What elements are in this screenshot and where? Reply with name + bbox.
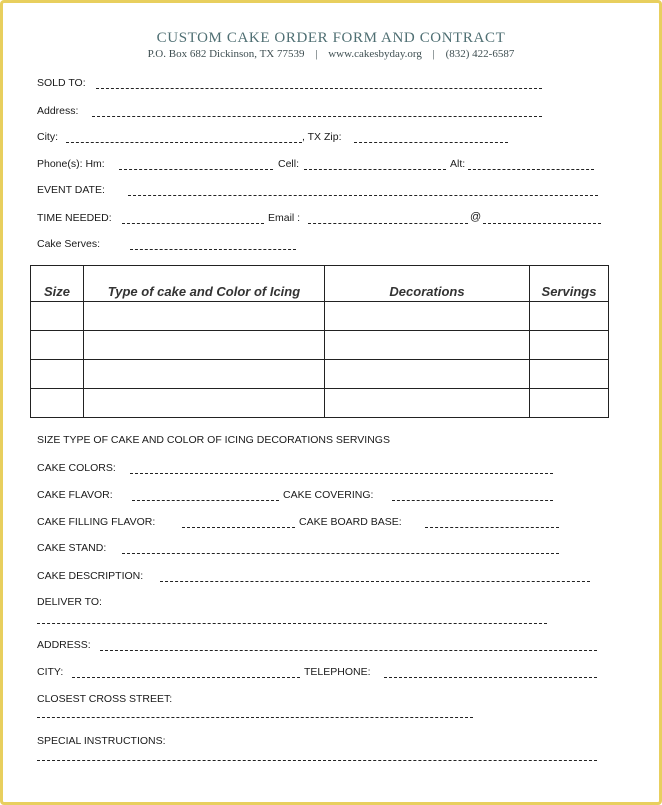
city-field[interactable]: [66, 142, 302, 143]
telephone-field[interactable]: [384, 677, 597, 678]
decorations-cell[interactable]: [325, 389, 530, 418]
table-row: [31, 302, 609, 331]
tx-zip-label: , TX Zip:: [302, 131, 342, 143]
time-needed-field[interactable]: [122, 223, 264, 224]
cake-board-base-label: CAKE BOARD BASE:: [299, 516, 402, 528]
cell-label: Cell:: [278, 158, 300, 170]
column-header-decorations: Decorations: [325, 266, 530, 302]
phone-home-field[interactable]: [119, 169, 273, 170]
cake-serves-field[interactable]: [130, 249, 296, 250]
delivery-address-field[interactable]: [100, 650, 597, 651]
deliver-to-label: DELIVER TO:: [37, 596, 102, 608]
cake-board-base-field[interactable]: [425, 527, 559, 528]
closest-cross-street-field[interactable]: [37, 717, 473, 718]
email-user-field[interactable]: [308, 223, 468, 224]
city-label: City:: [37, 131, 58, 143]
table-row: [31, 389, 609, 418]
special-instructions-label: SPECIAL INSTRUCTIONS:: [37, 735, 166, 747]
cake-serves-label: Cake Serves:: [37, 238, 101, 250]
event-date-label: EVENT DATE:: [37, 184, 105, 196]
decorations-cell[interactable]: [325, 360, 530, 389]
event-date-field[interactable]: [128, 195, 598, 196]
cake-order-table: [30, 265, 609, 418]
servings-cell[interactable]: [530, 389, 609, 418]
servings-cell[interactable]: [530, 331, 609, 360]
cake-filling-flavor-field[interactable]: [182, 527, 295, 528]
type-cell[interactable]: [84, 360, 325, 389]
alt-label: Alt:: [450, 158, 466, 170]
cake-flavor-field[interactable]: [132, 500, 279, 501]
delivery-city-field[interactable]: [72, 677, 300, 678]
email-domain-field[interactable]: [483, 223, 601, 224]
phone-home-label: Phone(s): Hm:: [37, 158, 105, 170]
size-cell[interactable]: [31, 389, 84, 418]
cell-field[interactable]: [304, 169, 446, 170]
cake-stand-field[interactable]: [122, 553, 559, 554]
email-label: Email :: [268, 212, 301, 224]
closest-cross-street-label: CLOSEST CROSS STREET:: [37, 693, 173, 705]
phone-number: (832) 422-6587: [445, 48, 515, 60]
column-header-type: Type of cake and Color of Icing: [84, 266, 325, 302]
decorations-cell[interactable]: [325, 331, 530, 360]
cake-description-field[interactable]: [160, 581, 590, 582]
cake-flavor-label: CAKE FLAVOR:: [37, 489, 113, 501]
cake-stand-label: CAKE STAND:: [37, 542, 107, 554]
time-needed-label: TIME NEEDED:: [37, 212, 112, 224]
size-cell[interactable]: [31, 360, 84, 389]
address-field[interactable]: [92, 116, 542, 117]
mailing-address: P.O. Box 682 Dickinson, TX 77539: [147, 48, 305, 60]
contact-line: [0, 48, 662, 60]
servings-cell[interactable]: [530, 360, 609, 389]
website-link[interactable]: www.cakesbyday.org: [328, 48, 422, 60]
section-heading: SIZE TYPE OF CAKE AND COLOR OF ICING DECORATIONS SERVINGS: [37, 434, 390, 446]
table-row: [31, 360, 609, 389]
sold-to-label: SOLD TO:: [37, 77, 86, 89]
column-header-size: Size: [31, 266, 84, 302]
alt-field[interactable]: [468, 169, 594, 170]
servings-cell[interactable]: [530, 302, 609, 331]
cake-description-label: CAKE DESCRIPTION:: [37, 570, 144, 582]
sold-to-field[interactable]: [96, 88, 542, 89]
type-cell[interactable]: [84, 331, 325, 360]
decorations-cell[interactable]: [325, 302, 530, 331]
cake-covering-label: CAKE COVERING:: [283, 489, 374, 501]
delivery-city-label: CITY:: [37, 666, 64, 678]
form-title: CUSTOM CAKE ORDER FORM AND CONTRACT: [156, 30, 506, 46]
telephone-label: TELEPHONE:: [304, 666, 371, 678]
deliver-to-field[interactable]: [37, 623, 547, 624]
delivery-address-label: ADDRESS:: [37, 639, 91, 651]
size-cell[interactable]: [31, 331, 84, 360]
type-cell[interactable]: [84, 389, 325, 418]
at-sign: @: [470, 211, 482, 223]
table-header-row: [31, 266, 609, 302]
special-instructions-field[interactable]: [37, 760, 597, 761]
separator: |: [432, 48, 435, 60]
type-cell[interactable]: [84, 302, 325, 331]
zip-field[interactable]: [354, 142, 508, 143]
separator: |: [315, 48, 318, 60]
table-row: [31, 331, 609, 360]
address-label: Address:: [37, 105, 79, 117]
cake-colors-field[interactable]: [130, 473, 553, 474]
column-header-servings: Servings: [530, 266, 609, 302]
cake-colors-label: CAKE COLORS:: [37, 462, 116, 474]
cake-filling-flavor-label: CAKE FILLING FLAVOR:: [37, 516, 156, 528]
cake-covering-field[interactable]: [392, 500, 553, 501]
size-cell[interactable]: [31, 302, 84, 331]
